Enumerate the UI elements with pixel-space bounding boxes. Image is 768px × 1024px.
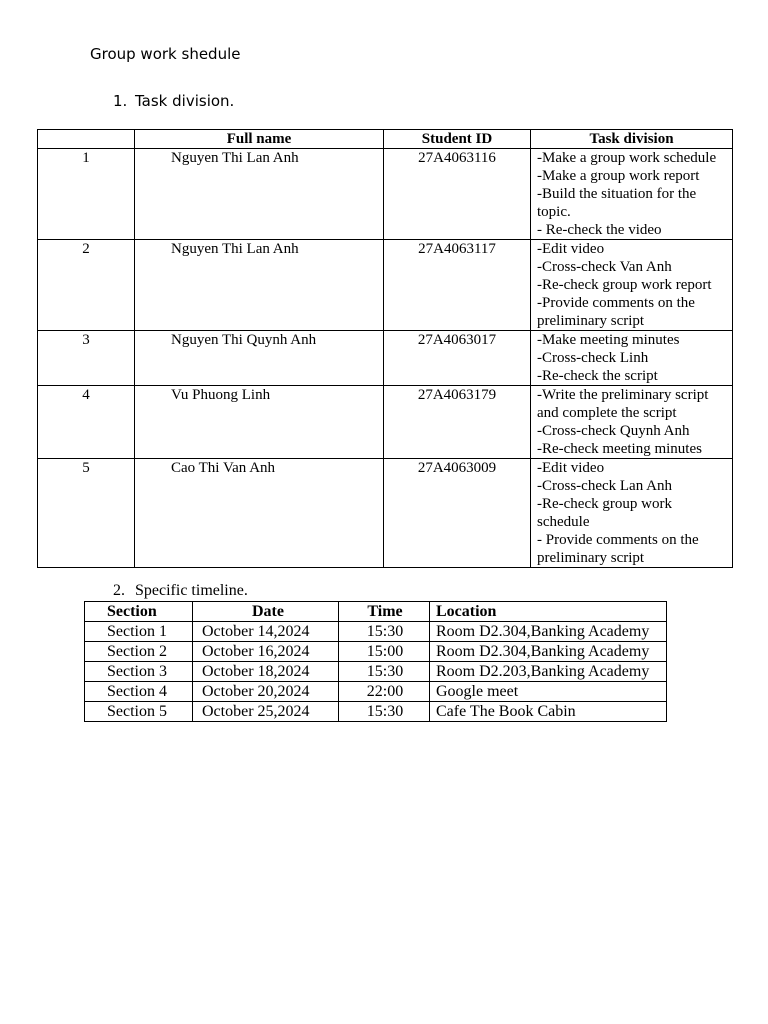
full-name: Nguyen Thi Lan Anh [135, 240, 384, 331]
location-cell: Room D2.304,Banking Academy [430, 642, 667, 662]
task-item: -Cross-check Quynh Anh [537, 423, 690, 439]
full-name: Nguyen Thi Quynh Anh [135, 331, 384, 386]
table-row [38, 149, 733, 240]
section-number: 2. [113, 582, 125, 599]
table-row [85, 662, 667, 682]
task-item: -Make a group work schedule [537, 150, 717, 166]
date-cell: October 14,2024 [193, 622, 339, 642]
task-item: -Provide comments on the preliminary script [537, 295, 695, 329]
date-cell: October 16,2024 [193, 642, 339, 662]
page-title: Group work shedule [90, 45, 241, 63]
task-item: -Build the situation for the topic. [537, 186, 697, 220]
section-number: 1. [113, 92, 128, 110]
task-item: - Provide comments on the preliminary script [537, 532, 699, 566]
section-heading-specific-timeline [113, 582, 248, 600]
task-item: -Cross-check Van Anh [537, 259, 672, 275]
task-item: -Re-check group work schedule [537, 496, 672, 530]
task-list [531, 149, 733, 240]
column-header-time: Time [339, 602, 430, 622]
section-title: Specific timeline. [135, 582, 248, 599]
section-cell: Section 3 [85, 662, 193, 682]
column-header-full-name: Full name [135, 130, 384, 149]
full-name: Cao Thi Van Anh [135, 459, 384, 568]
table-row [38, 386, 733, 459]
column-header-student-id: Student ID [384, 130, 531, 149]
date-cell: October 18,2024 [193, 662, 339, 682]
table-header-row [85, 602, 667, 622]
time-cell: 15:30 [339, 622, 430, 642]
date-cell: October 25,2024 [193, 702, 339, 722]
section-title: Task division. [135, 92, 235, 110]
task-list [531, 459, 733, 568]
student-id: 27A4063179 [384, 386, 531, 459]
task-list [531, 386, 733, 459]
full-name: Nguyen Thi Lan Anh [135, 149, 384, 240]
row-number: 2 [38, 240, 135, 331]
time-cell: 15:00 [339, 642, 430, 662]
section-cell: Section 2 [85, 642, 193, 662]
column-header-date: Date [193, 602, 339, 622]
table-row [85, 682, 667, 702]
section-cell: Section 4 [85, 682, 193, 702]
table-row [38, 331, 733, 386]
date-cell: October 20,2024 [193, 682, 339, 702]
student-id: 27A4063009 [384, 459, 531, 568]
task-list [531, 240, 733, 331]
timeline-table [84, 601, 667, 722]
column-header-task-division: Task division [531, 130, 733, 149]
task-item: -Make a group work report [537, 168, 700, 184]
column-header-location: Location [430, 602, 667, 622]
location-cell: Room D2.203,Banking Academy [430, 662, 667, 682]
table-row [85, 702, 667, 722]
task-item: -Re-check the script [537, 368, 658, 384]
section-cell: Section 5 [85, 702, 193, 722]
location-cell: Cafe The Book Cabin [430, 702, 667, 722]
time-cell: 22:00 [339, 682, 430, 702]
task-item: -Make meeting minutes [537, 332, 680, 348]
task-item: -Edit video [537, 460, 605, 476]
table-row [38, 459, 733, 568]
section-heading-task-division [113, 92, 234, 110]
column-header-no [38, 130, 135, 149]
task-item: -Edit video [537, 241, 605, 257]
task-item: -Re-check group work report [537, 277, 712, 293]
task-item: -Write the preliminary script and complete the script [537, 387, 709, 421]
location-cell: Room D2.304,Banking Academy [430, 622, 667, 642]
student-id: 27A4063017 [384, 331, 531, 386]
table-row [85, 622, 667, 642]
column-header-section: Section [85, 602, 193, 622]
time-cell: 15:30 [339, 662, 430, 682]
row-number: 3 [38, 331, 135, 386]
row-number: 1 [38, 149, 135, 240]
student-id: 27A4063116 [384, 149, 531, 240]
task-item: -Cross-check Lan Anh [537, 478, 672, 494]
task-item: - Re-check the video [537, 222, 662, 238]
task-list [531, 331, 733, 386]
time-cell: 15:30 [339, 702, 430, 722]
task-division-table [37, 129, 733, 568]
table-row [38, 240, 733, 331]
task-item: -Cross-check Linh [537, 350, 649, 366]
full-name: Vu Phuong Linh [135, 386, 384, 459]
table-row [85, 642, 667, 662]
row-number: 4 [38, 386, 135, 459]
table-header-row [38, 130, 733, 149]
task-item: -Re-check meeting minutes [537, 441, 702, 457]
location-cell: Google meet [430, 682, 667, 702]
section-cell: Section 1 [85, 622, 193, 642]
student-id: 27A4063117 [384, 240, 531, 331]
row-number: 5 [38, 459, 135, 568]
